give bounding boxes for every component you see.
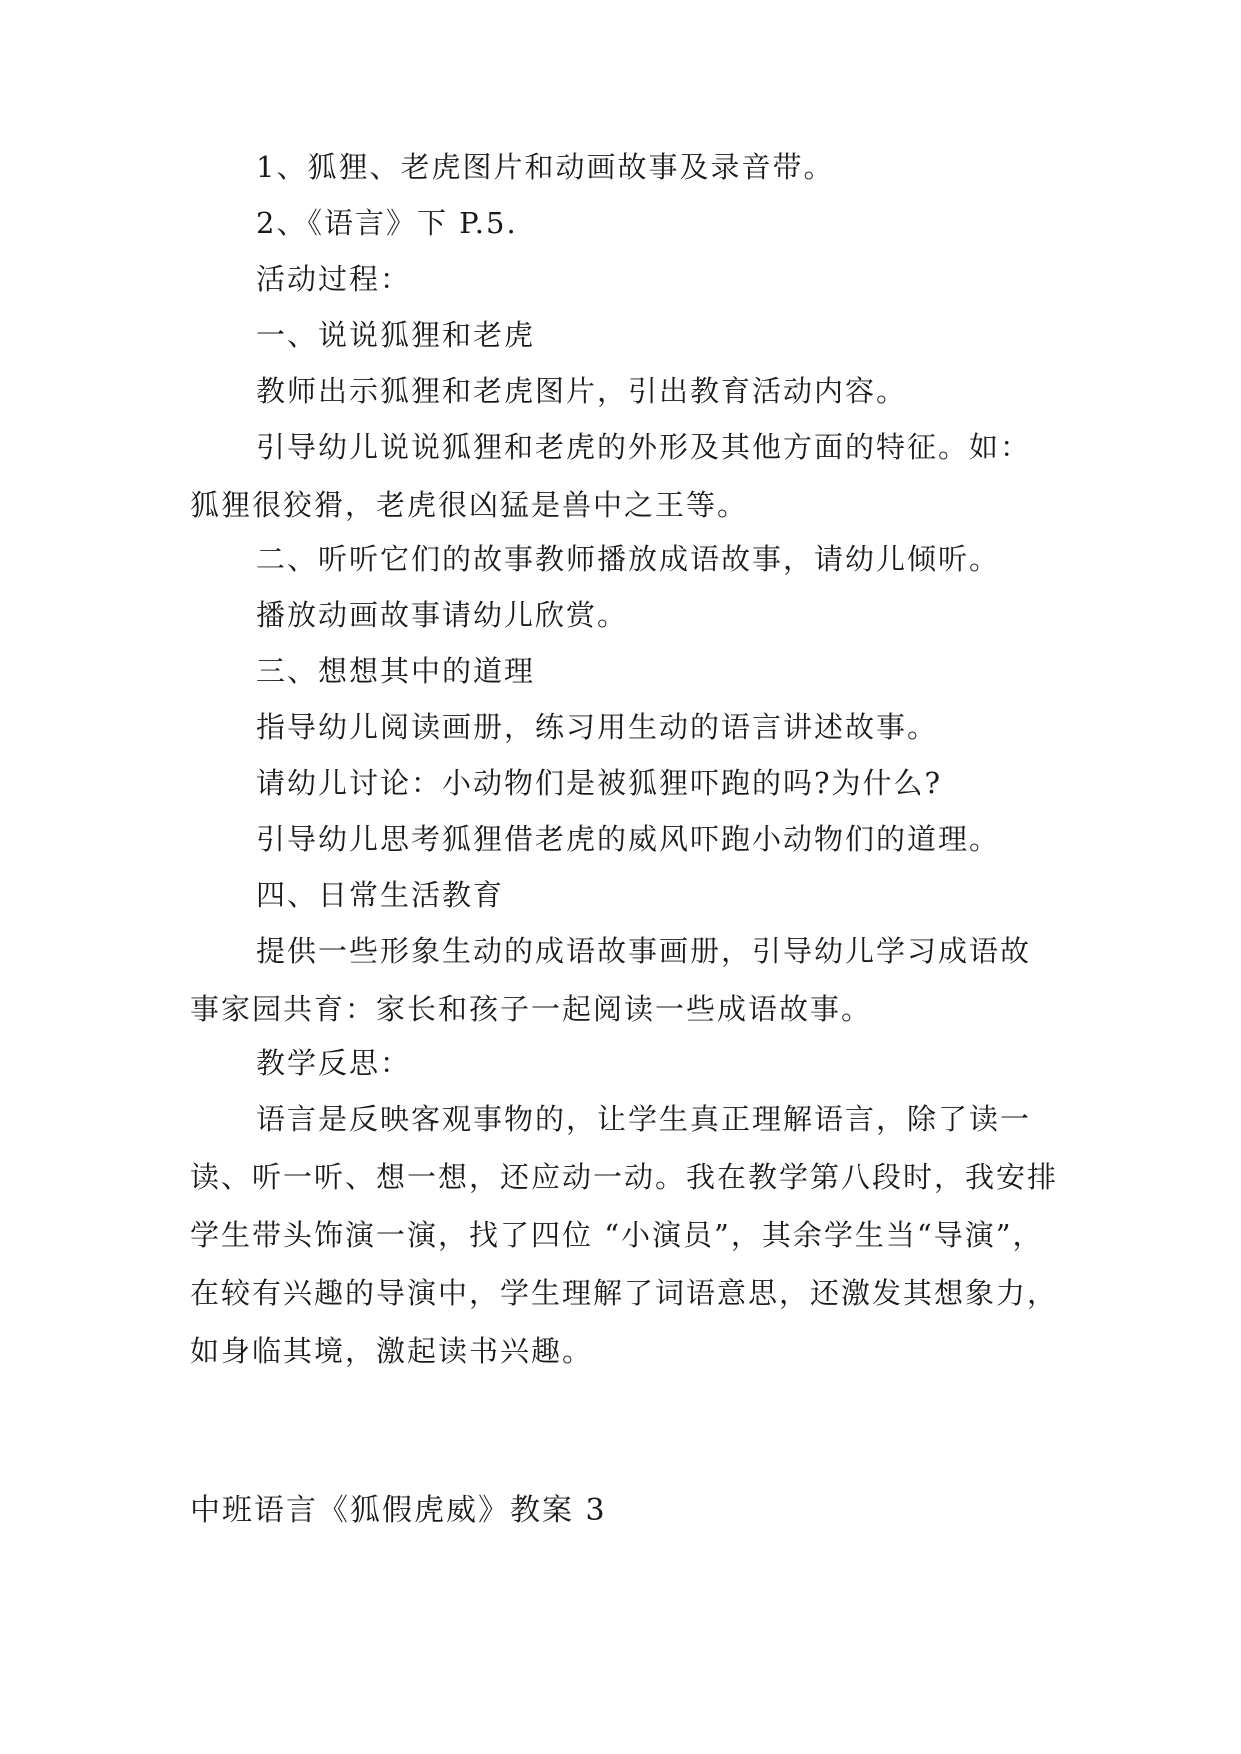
paragraph-step-1: 一、说说狐狸和老虎 [256,318,536,352]
paragraph-step-2-detail: 播放动画故事请幼儿欣赏。 [256,598,629,632]
paragraph-reflection-title: 教学反思： [256,1046,412,1080]
paragraph-step-3-discussion: 请幼儿讨论：小动物们是被狐狸吓跑的吗?为什么? [256,766,943,800]
section-heading: 中班语言《狐假虎威》教案 3 [190,1493,607,1528]
paragraph-materials-1: 1、狐狸、老虎图片和动画故事及录音带。 [256,150,835,184]
paragraph-step-1-guide: 引导幼儿说说狐狸和老虎的外形及其他方面的特征。如：狐狸很狡猾，老虎很凶猛是兽中之王等。 [190,430,1032,522]
paragraph-materials-2: 2、《语言》下 P.5. [256,206,518,240]
paragraph-step-1-detail: 教师出示狐狸和老虎图片，引出教育活动内容。 [256,374,908,408]
paragraph-step-4: 四、日常生活教育 [256,878,505,912]
paragraph-step-3-guide: 引导幼儿思考狐狸借老虎的威风吓跑小动物们的道理。 [256,822,1001,856]
paragraph-step-2: 二、听听它们的故事教师播放成语故事，请幼儿倾听。 [256,542,1001,576]
paragraph-step-3: 三、想想其中的道理 [256,654,536,688]
paragraph-reflection-body: 语言是反映客观事物的，让学生真正理解语言，除了读一读、听一听、想一想，还应动一动。我在教学第八段时，我安排学生带头饰演一演，找了四位 “小演员”，其余学生当“导演”，在较有兴趣的导演中，学生理解了词语意思，还激发其想象力，如身临其境，激起读书兴趣。 [190,1102,1059,1368]
paragraph-step-3-detail: 指导幼儿阅读画册，练习用生动的语言讲述故事。 [256,710,939,744]
paragraph-step-4-detail: 提供一些形象生动的成语故事画册，引导幼儿学习成语故事家园共育：家长和孩子一起阅读一些成语故事。 [190,934,1032,1026]
paragraph-process-title: 活动过程： [256,262,412,296]
